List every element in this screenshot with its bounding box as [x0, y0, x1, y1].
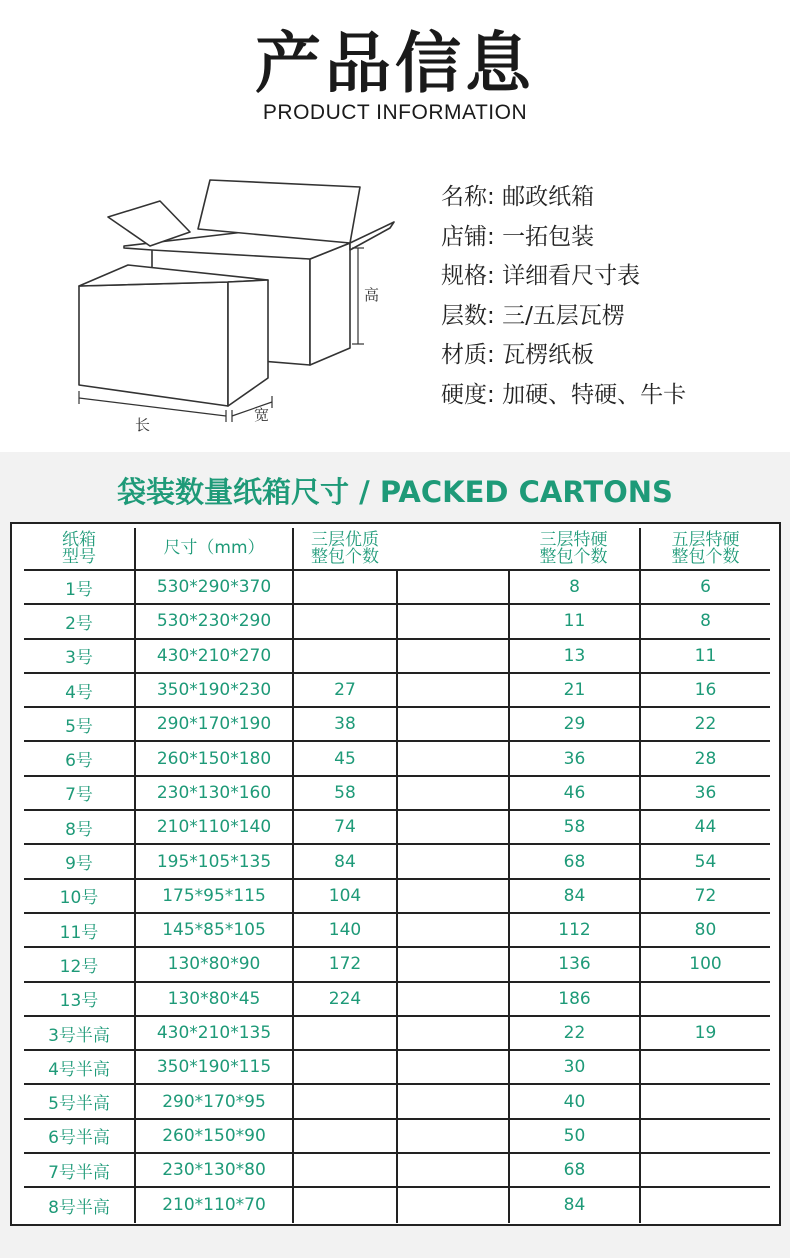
table-cell	[396, 1085, 508, 1117]
table-cell	[396, 1154, 508, 1186]
table-cell: 11	[639, 640, 770, 672]
table-cell: 175*95*115	[134, 880, 292, 912]
table-cell: 11号	[59, 922, 99, 943]
table-row	[24, 1120, 770, 1154]
table-cell: 7号	[65, 785, 93, 806]
header-line: 五层特硬	[671, 529, 740, 550]
table-row	[24, 1085, 770, 1119]
spec-hardness: 硬度: 加硬、特硬、牛卡	[441, 381, 687, 408]
table-body	[24, 528, 770, 1223]
page-subtitle: PRODUCT INFORMATION	[262, 101, 528, 124]
carton-box-illustration	[60, 170, 420, 440]
table-cell: 136	[508, 948, 639, 980]
table-cell: 290*170*95	[134, 1085, 292, 1117]
table-cell	[396, 845, 508, 877]
header-cell	[24, 528, 134, 569]
table-cell: 8号	[65, 819, 93, 840]
table-cell	[396, 571, 508, 603]
length-label: 长	[135, 416, 151, 434]
header-cell	[292, 528, 396, 569]
header-line: 整包个数	[311, 546, 379, 567]
table-cell: 8	[508, 571, 639, 603]
table-row	[24, 640, 770, 674]
table-cell: 350*190*115	[134, 1051, 292, 1083]
table-cell: 28	[639, 742, 770, 774]
table-cell: 13	[508, 640, 639, 672]
table-row	[24, 948, 770, 982]
table-cell	[396, 1051, 508, 1083]
table-cell: 195*105*135	[134, 845, 292, 877]
table-cell	[396, 948, 508, 980]
table-cell: 8号半高	[48, 1197, 110, 1218]
table-cell: 1号	[65, 579, 93, 600]
table-cell: 13号	[59, 991, 99, 1012]
table-cell: 36	[508, 742, 639, 774]
table-cell: 130*80*90	[134, 948, 292, 980]
table-cell: 224	[292, 983, 396, 1015]
table-row	[24, 1051, 770, 1085]
table-row	[24, 605, 770, 639]
table-cell	[639, 1051, 770, 1083]
carton-size-table	[10, 522, 781, 1226]
table-row	[24, 914, 770, 948]
table-row	[24, 674, 770, 708]
box-front-side	[228, 280, 268, 406]
table-cell: 27	[292, 674, 396, 706]
table-cell: 350*190*230	[134, 674, 292, 706]
table-cell: 36	[639, 777, 770, 809]
table-cell: 100	[639, 948, 770, 980]
table-cell	[396, 983, 508, 1015]
table-cell: 210*110*70	[134, 1188, 292, 1222]
table-cell	[292, 1154, 396, 1186]
table-cell: 58	[292, 777, 396, 809]
table-cell	[396, 742, 508, 774]
box-right-flap	[350, 222, 394, 250]
table-cell	[396, 811, 508, 843]
table-row	[24, 1017, 770, 1051]
table-cell	[639, 983, 770, 1015]
table-cell	[292, 640, 396, 672]
table-cell: 38	[292, 708, 396, 740]
box-back-flap	[198, 180, 360, 243]
table-cell	[396, 708, 508, 740]
table-cell: 130*80*45	[134, 983, 292, 1015]
table-cell: 530*230*290	[134, 605, 292, 637]
table-cell	[639, 1188, 770, 1222]
spec-name: 名称: 邮政纸箱	[441, 184, 595, 210]
table-cell	[292, 1188, 396, 1222]
table-cell: 430*210*135	[134, 1017, 292, 1049]
table-cell: 9号	[65, 854, 93, 875]
header-line: 整包个数	[671, 546, 740, 567]
table-cell	[396, 605, 508, 637]
page-title: 产品信息	[255, 25, 535, 102]
table-cell	[639, 1120, 770, 1152]
header-line: 整包个数	[539, 546, 608, 567]
table-cell: 6号	[65, 751, 93, 772]
table-cell: 46	[508, 777, 639, 809]
table-header-row	[24, 528, 770, 571]
table-cell: 140	[292, 914, 396, 946]
section-title: 袋装数量纸箱尺寸 / PACKED CARTONS	[117, 475, 673, 509]
header-line: 三层优质	[311, 529, 379, 550]
table-cell: 80	[639, 914, 770, 946]
packed-cartons-section	[0, 452, 790, 1258]
table-cell	[292, 1085, 396, 1117]
table-cell: 186	[508, 983, 639, 1015]
table-cell	[292, 605, 396, 637]
width-label: 宽	[254, 406, 270, 424]
table-row	[24, 571, 770, 605]
table-cell	[639, 1085, 770, 1117]
table-cell: 22	[508, 1017, 639, 1049]
header-cell	[508, 528, 639, 569]
table-cell	[396, 777, 508, 809]
table-cell: 290*170*190	[134, 708, 292, 740]
table-cell: 3号	[65, 648, 93, 669]
table-cell	[292, 571, 396, 603]
table-cell: 54	[639, 845, 770, 877]
table-cell: 230*130*80	[134, 1154, 292, 1186]
table-cell: 5号半高	[48, 1094, 110, 1115]
table-cell: 172	[292, 948, 396, 980]
table-cell	[639, 1154, 770, 1186]
spec-material: 材质: 瓦楞纸板	[441, 342, 595, 368]
table-cell: 8	[639, 605, 770, 637]
table-cell: 58	[508, 811, 639, 843]
table-cell: 50	[508, 1120, 639, 1152]
table-row	[24, 811, 770, 845]
table-cell: 84	[508, 1188, 639, 1222]
table-row	[24, 845, 770, 879]
table-cell: 72	[639, 880, 770, 912]
header-line: 型号	[62, 546, 96, 567]
table-cell: 21	[508, 674, 639, 706]
header-cell	[396, 528, 508, 569]
table-cell: 40	[508, 1085, 639, 1117]
table-cell: 530*290*370	[134, 571, 292, 603]
spec-layers: 层数: 三/五层瓦楞	[441, 302, 625, 329]
header-line: 三层特硬	[539, 529, 608, 550]
table-cell	[396, 640, 508, 672]
table-cell: 7号半高	[48, 1162, 110, 1183]
table-cell: 68	[508, 845, 639, 877]
header-line: 尺寸（mm）	[163, 538, 265, 558]
spec-store: 店铺: 一拓包装	[441, 223, 595, 250]
table-cell	[292, 1120, 396, 1152]
table-cell: 5号	[65, 716, 93, 737]
table-cell: 45	[292, 742, 396, 774]
table-cell	[396, 914, 508, 946]
table-row	[24, 708, 770, 742]
table-cell	[396, 674, 508, 706]
table-cell	[292, 1051, 396, 1083]
table-cell: 19	[639, 1017, 770, 1049]
header-cell	[134, 528, 292, 569]
table-cell	[292, 1017, 396, 1049]
table-cell: 84	[508, 880, 639, 912]
table-cell	[396, 1017, 508, 1049]
table-cell: 260*150*180	[134, 742, 292, 774]
table-cell: 3号半高	[48, 1025, 110, 1046]
table-cell	[396, 880, 508, 912]
table-cell: 112	[508, 914, 639, 946]
table-cell: 230*130*160	[134, 777, 292, 809]
table-row	[24, 1154, 770, 1188]
table-cell: 6号半高	[48, 1128, 110, 1149]
table-cell	[396, 1120, 508, 1152]
table-row	[24, 742, 770, 776]
table-cell: 44	[639, 811, 770, 843]
table-cell: 74	[292, 811, 396, 843]
table-cell: 4号半高	[48, 1059, 110, 1080]
table-cell: 104	[292, 880, 396, 912]
header-cell	[639, 528, 770, 569]
product-info-section	[0, 0, 790, 452]
table-row	[24, 1188, 770, 1222]
table-cell	[396, 1188, 508, 1222]
table-row	[24, 983, 770, 1017]
table-cell: 12号	[59, 956, 99, 977]
product-spec-list	[441, 178, 771, 415]
table-cell: 430*210*270	[134, 640, 292, 672]
table-cell: 29	[508, 708, 639, 740]
box-front-panel	[79, 282, 228, 406]
table-cell: 210*110*140	[134, 811, 292, 843]
table-cell: 11	[508, 605, 639, 637]
table-cell: 10号	[59, 888, 99, 909]
table-row	[24, 777, 770, 811]
table-row	[24, 880, 770, 914]
table-cell: 68	[508, 1154, 639, 1186]
table-cell: 4号	[65, 682, 93, 703]
table-cell: 22	[639, 708, 770, 740]
box-right-side	[310, 243, 350, 365]
height-label: 高	[364, 286, 380, 304]
table-cell: 6	[639, 571, 770, 603]
table-cell: 2号	[65, 613, 93, 634]
table-cell: 84	[292, 845, 396, 877]
header-line: 纸箱	[62, 529, 96, 550]
spec-size: 规格: 详细看尺寸表	[441, 263, 641, 289]
table-cell: 260*150*90	[134, 1120, 292, 1152]
table-cell: 145*85*105	[134, 914, 292, 946]
table-cell: 30	[508, 1051, 639, 1083]
table-cell: 16	[639, 674, 770, 706]
